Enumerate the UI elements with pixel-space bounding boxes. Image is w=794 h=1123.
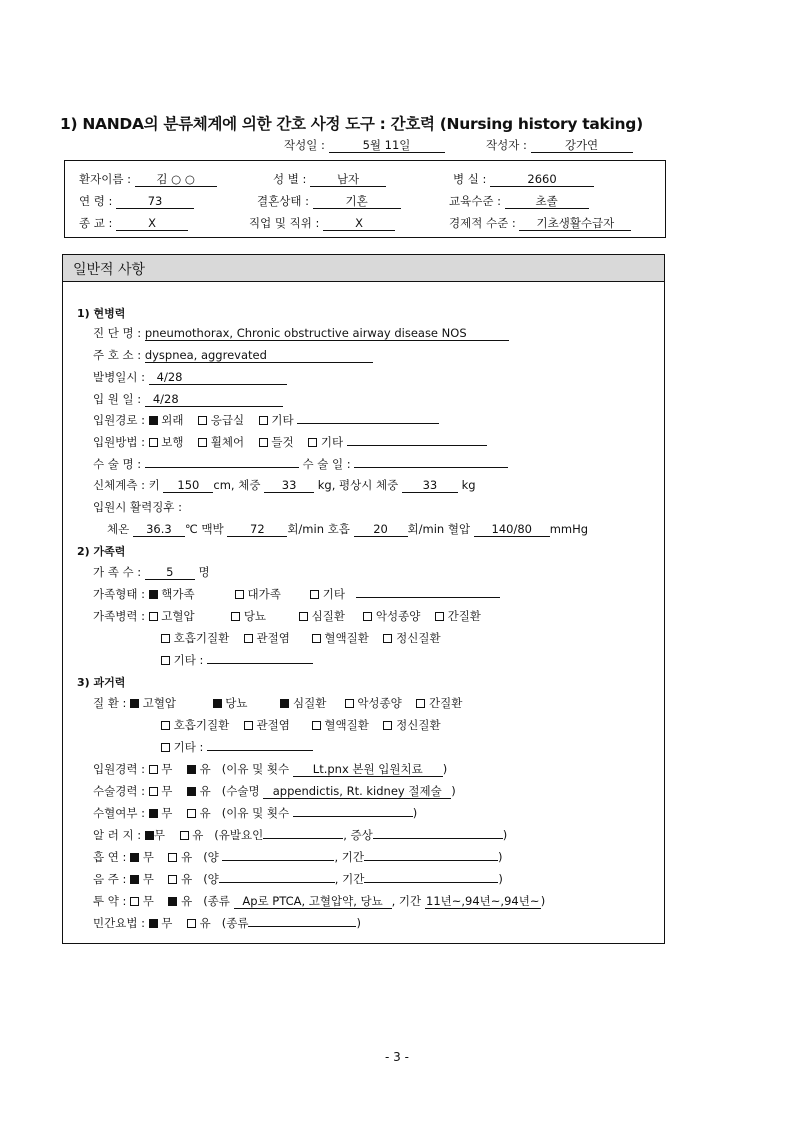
famdz-blood: 혈액질환: [324, 631, 369, 645]
admission-row: [93, 391, 283, 407]
family-count-row: [93, 564, 210, 580]
med-label: 투 약 :: [93, 894, 127, 908]
cm-label: cm, 체중: [213, 478, 261, 492]
cc-value: dyspnea, aggrevated: [145, 348, 373, 363]
famdz-liver: 간질환: [447, 609, 481, 623]
family-disease-other-row: [161, 652, 313, 668]
pastdz-cancer: 악성종양: [357, 696, 402, 710]
drink-checkbox-yes[interactable]: [168, 875, 177, 884]
general-info-box: [62, 254, 665, 944]
route-opt-er: 응급실: [210, 413, 245, 427]
transfusion-row: [93, 805, 417, 821]
sex-value: 남자: [310, 172, 386, 187]
pastdz-other-blank: [207, 750, 313, 751]
pastdz-checkbox-htn[interactable]: [130, 699, 139, 708]
fam-count-value: 5: [145, 565, 195, 580]
allergy-close: ): [502, 828, 508, 842]
famdz-checkbox-blood[interactable]: [312, 634, 321, 643]
folk-checkbox-no[interactable]: [149, 919, 158, 928]
pulse-value: 72: [227, 522, 287, 537]
job-value: X: [323, 216, 395, 231]
weight-value: 33: [264, 478, 314, 493]
onset-value: 4/28: [149, 370, 287, 385]
famdz-checkbox-resp[interactable]: [161, 634, 170, 643]
tx-detail: (이유 및 횟수: [221, 806, 290, 820]
hosp-detail: (이유 및 횟수: [221, 762, 290, 776]
med-period-label: , 기간: [391, 894, 422, 908]
hosp-checkbox-no[interactable]: [149, 765, 158, 774]
med-checkbox-no[interactable]: [130, 897, 139, 906]
route-opt-outpatient: 외래: [161, 413, 184, 427]
allergy-label: 알 러 지 :: [93, 828, 142, 842]
route-checkbox-er[interactable]: [198, 416, 207, 425]
sex-label: 성 별 :: [273, 172, 307, 186]
drink-close: ): [498, 872, 503, 886]
folk-checkbox-yes[interactable]: [187, 919, 196, 928]
famtype-other-blank: [356, 597, 500, 598]
famdz-checkbox-mental[interactable]: [383, 634, 392, 643]
job-label: 직업 및 직위 :: [249, 216, 320, 230]
ward-label: 병 실 :: [453, 172, 487, 186]
admission-value: 4/28: [145, 392, 283, 407]
med-close: ): [540, 894, 546, 908]
marital-label: 결혼상태 :: [257, 194, 309, 208]
vital-label: 입원시 활력징후 :: [93, 500, 182, 514]
tx-close: ): [412, 806, 418, 820]
onset-row: [93, 369, 287, 385]
med-checkbox-yes[interactable]: [168, 897, 177, 906]
drink-yes: 유: [181, 872, 193, 886]
hosp-checkbox-yes[interactable]: [187, 765, 196, 774]
famdz-cancer: 악성종양: [375, 609, 421, 623]
writer-field: [486, 137, 633, 153]
drink-period-label: , 기간: [334, 872, 365, 886]
pastdz-checkbox-cancer[interactable]: [345, 699, 354, 708]
op-yes: 유: [199, 784, 211, 798]
pastdz-other-label: 기타 :: [173, 740, 204, 754]
family-history-heading: 2) 가족력: [77, 545, 126, 558]
date-label: 작성일 :: [284, 138, 325, 152]
med-detail: (종류: [203, 894, 230, 908]
hosp-label: 입원경력 :: [93, 762, 145, 776]
method-checkbox-walk[interactable]: [149, 438, 158, 447]
smoke-amount-blank: [222, 860, 334, 861]
diagnosis-label: 진 단 명 :: [93, 326, 142, 340]
smoke-no: 무: [142, 850, 154, 864]
allergy-cause-blank: [263, 838, 343, 839]
med-period-value: 11년~,94년~,94년~: [426, 894, 540, 908]
past-disease-row-1: [93, 695, 462, 711]
smoke-checkbox-no[interactable]: [130, 853, 139, 862]
famdz-checkbox-heart[interactable]: [299, 612, 308, 621]
method-opt-walk: 보행: [161, 435, 184, 449]
famdz-checkbox-liver[interactable]: [435, 612, 444, 621]
econ-value: 기초생활수급자: [519, 216, 631, 231]
pastdz-liver: 간질환: [429, 696, 463, 710]
med-no: 무: [142, 894, 154, 908]
famdz-htn: 고혈압: [161, 609, 195, 623]
famdz-other-label: 기타 :: [173, 653, 204, 667]
date-field: [284, 137, 445, 153]
method-label: 입원방법 :: [93, 435, 145, 449]
op-detail: (수술명: [221, 784, 260, 798]
pastdz-blood: 혈액질환: [324, 718, 369, 732]
pastdz-checkbox-resp[interactable]: [161, 721, 170, 730]
method-checkbox-other[interactable]: [308, 438, 317, 447]
op-checkbox-yes[interactable]: [187, 787, 196, 796]
patient-info-box: [64, 160, 666, 238]
writer-value: 강가연: [531, 138, 633, 153]
past-disease-row-2: [161, 717, 441, 733]
famdz-checkbox-joint[interactable]: [244, 634, 253, 643]
cc-label: 주 호 소 :: [93, 348, 142, 362]
smoke-close: ): [497, 850, 503, 864]
op-value: appendictis, Rt. kidney 절제술: [263, 784, 451, 799]
route-checkbox-outpatient[interactable]: [149, 416, 158, 425]
present-illness-heading: 1) 현병력: [77, 307, 126, 320]
admission-label: 입 원 일 :: [93, 392, 142, 406]
allergy-row: [93, 827, 507, 843]
fam-hx-label: 가족병력 :: [93, 609, 145, 623]
folk-remedy-row: [93, 915, 361, 931]
pastdz-checkbox-blood[interactable]: [312, 721, 321, 730]
med-value: Ap로 PTCA, 고혈압약, 당뇨: [234, 894, 392, 909]
route-opt-other: 기타: [271, 413, 294, 427]
smoke-checkbox-yes[interactable]: [168, 853, 177, 862]
allergy-detail: (유발요인: [214, 828, 264, 842]
pastdz-checkbox-dm[interactable]: [213, 699, 222, 708]
surgery-label: 수 술 명 :: [93, 457, 142, 471]
surgery-date-blank: [354, 467, 508, 468]
bp-value: 140/80: [474, 522, 550, 537]
kg-label-2: kg: [461, 478, 476, 492]
hosp-no: 무: [161, 762, 173, 776]
famdz-heart: 심질환: [311, 609, 345, 623]
smoke-label: 흡 연 :: [93, 850, 127, 864]
admission-method-row: [93, 434, 487, 450]
drinking-row: [93, 871, 503, 887]
allergy-no: 무: [153, 828, 165, 842]
vital-row: [107, 521, 588, 537]
method-other-blank: [347, 445, 487, 446]
past-dz-label: 질 환 :: [93, 696, 127, 710]
pastdz-checkbox-other[interactable]: [161, 743, 170, 752]
pastdz-resp: 호흡기질환: [173, 718, 230, 732]
tx-checkbox-no[interactable]: [149, 809, 158, 818]
allergy-checkbox-no[interactable]: [145, 831, 154, 840]
hosp-close: ): [442, 762, 448, 776]
age-label: 연 령 :: [79, 194, 113, 208]
page-number: - 3 -: [385, 1050, 409, 1064]
method-opt-wheelchair: 휠체어: [210, 435, 245, 449]
famdz-resp: 호흡기질환: [173, 631, 230, 645]
resp-unit: 회/min 혈압: [407, 522, 471, 536]
method-opt-other: 기타: [320, 435, 344, 449]
method-checkbox-stretcher[interactable]: [259, 438, 268, 447]
tx-checkbox-yes[interactable]: [187, 809, 196, 818]
method-opt-stretcher: 들것: [271, 435, 294, 449]
famdz-joint: 관절염: [256, 631, 290, 645]
bp-unit: mmHg: [549, 522, 589, 536]
smoke-period-label: , 기간: [334, 850, 364, 864]
op-label: 수술경력 :: [93, 784, 145, 798]
smoke-detail: (양: [203, 850, 219, 864]
op-no: 무: [161, 784, 173, 798]
smoke-period-blank: [364, 860, 498, 861]
height-value: 150: [163, 478, 213, 493]
folk-label: 민간요법 :: [93, 916, 145, 930]
onset-label: 발병일시 :: [93, 370, 145, 384]
kg-label-1: kg, 평상시 체중: [317, 478, 399, 492]
hospitalization-row: [93, 761, 447, 777]
fam-count-label: 가 족 수 :: [93, 565, 142, 579]
pastdz-heart: 심질환: [293, 696, 327, 710]
econ-label: 경제적 수준 :: [449, 216, 516, 230]
pastdz-dm: 당뇨: [225, 696, 248, 710]
past-history-heading: 3) 과거력: [77, 676, 126, 689]
famdz-other-blank: [207, 663, 313, 664]
ward-value: 2660: [490, 172, 594, 187]
name-value: 김 ○ ○: [135, 172, 217, 187]
family-type-row: [93, 586, 500, 602]
famtype-checkbox-extended[interactable]: [235, 590, 244, 599]
allergy-symptom-blank: [373, 838, 503, 839]
route-other-blank: [297, 423, 439, 424]
pastdz-checkbox-liver[interactable]: [416, 699, 425, 708]
drink-detail: (양: [203, 872, 219, 886]
allergy-checkbox-yes[interactable]: [180, 831, 189, 840]
drink-no: 무: [142, 872, 154, 886]
drink-checkbox-no[interactable]: [130, 875, 139, 884]
famtype-checkbox-other[interactable]: [310, 590, 319, 599]
edu-label: 교육수준 :: [449, 194, 501, 208]
family-disease-row-1: [93, 608, 481, 624]
folk-detail: (종류: [221, 916, 249, 930]
famdz-dm: 당뇨: [243, 609, 267, 623]
route-checkbox-other[interactable]: [259, 416, 268, 425]
famtype-extended: 대가족: [247, 587, 281, 601]
pastdz-joint: 관절염: [256, 718, 290, 732]
marital-value: 기혼: [313, 194, 401, 209]
edu-value: 초졸: [505, 194, 589, 209]
pastdz-checkbox-joint[interactable]: [244, 721, 253, 730]
section-header: 일반적 사항: [63, 255, 664, 282]
folk-blank: [248, 926, 356, 927]
pastdz-mental: 정신질환: [396, 718, 441, 732]
temp-label: 체온: [107, 522, 130, 536]
hosp-yes: 유: [199, 762, 211, 776]
drink-amount-blank: [219, 882, 335, 883]
op-checkbox-no[interactable]: [149, 787, 158, 796]
diagnosis-row: [93, 325, 509, 341]
diagnosis-value: pneumothorax, Chronic obstructive airway disease NOS: [145, 326, 509, 341]
smoke-yes: 유: [181, 850, 193, 864]
allergy-yes: 유: [192, 828, 204, 842]
age-value: 73: [116, 194, 194, 209]
chief-complaint-row: [93, 347, 373, 363]
resp-value: 20: [354, 522, 408, 537]
folk-close: ): [356, 916, 361, 930]
past-disease-other-row: [161, 739, 313, 755]
famdz-checkbox-cancer[interactable]: [363, 612, 372, 621]
religion-label: 종 교 :: [79, 216, 113, 230]
fam-type-label: 가족형태 :: [93, 587, 145, 601]
smoking-row: [93, 849, 502, 865]
medication-row: [93, 893, 545, 909]
famdz-checkbox-dm[interactable]: [231, 612, 240, 621]
surgery-history-row: [93, 783, 456, 799]
temp-unit: ℃ 맥박: [184, 522, 224, 536]
fam-count-unit: 명: [198, 565, 210, 579]
tx-yes: 유: [199, 806, 211, 820]
surgery-date-label: 수 술 일 :: [302, 457, 351, 471]
religion-value: X: [116, 216, 188, 231]
drink-label: 음 주 :: [93, 872, 127, 886]
pastdz-checkbox-heart[interactable]: [280, 699, 289, 708]
tx-no: 무: [161, 806, 173, 820]
hosp-value: Lt.pnx 본원 입원치료: [293, 762, 443, 777]
pastdz-checkbox-mental[interactable]: [383, 721, 392, 730]
tx-label: 수혈여부 :: [93, 806, 145, 820]
usual-weight-value: 33: [402, 478, 458, 493]
pastdz-htn: 고혈압: [142, 696, 177, 710]
route-label: 입원경로 :: [93, 413, 145, 427]
folk-yes: 유: [199, 916, 211, 930]
pulse-unit: 회/min 호흡: [287, 522, 350, 536]
allergy-symptom-label: , 증상: [343, 828, 373, 842]
surgery-row: [93, 456, 508, 472]
famtype-other: 기타: [322, 587, 345, 601]
famdz-mental: 정신질환: [396, 631, 441, 645]
writer-label: 작성자 :: [486, 138, 527, 152]
temp-value: 36.3: [133, 522, 185, 537]
name-label: 환자이름 :: [79, 172, 131, 186]
page-title: 1) NANDA의 분류체계에 의한 간호 사정 도구 : 간호력 (Nursing history taking): [60, 115, 643, 133]
famdz-checkbox-htn[interactable]: [149, 612, 158, 621]
date-value: 5월 11일: [329, 138, 445, 153]
drink-period-blank: [364, 882, 498, 883]
admission-route-row: [93, 412, 439, 428]
method-checkbox-wheelchair[interactable]: [198, 438, 207, 447]
body-label: 신체계측 : 키: [93, 478, 160, 492]
body-measure-row: [93, 477, 476, 493]
med-yes: 유: [181, 894, 193, 908]
family-disease-row-2: [161, 630, 441, 646]
folk-no: 무: [161, 916, 173, 930]
tx-blank: [293, 816, 413, 817]
surgery-blank: [145, 467, 299, 468]
famdz-checkbox-other[interactable]: [161, 656, 170, 665]
op-close: ): [451, 784, 456, 798]
famtype-checkbox-nuclear[interactable]: [149, 590, 158, 599]
famtype-nuclear: 핵가족: [161, 587, 195, 601]
